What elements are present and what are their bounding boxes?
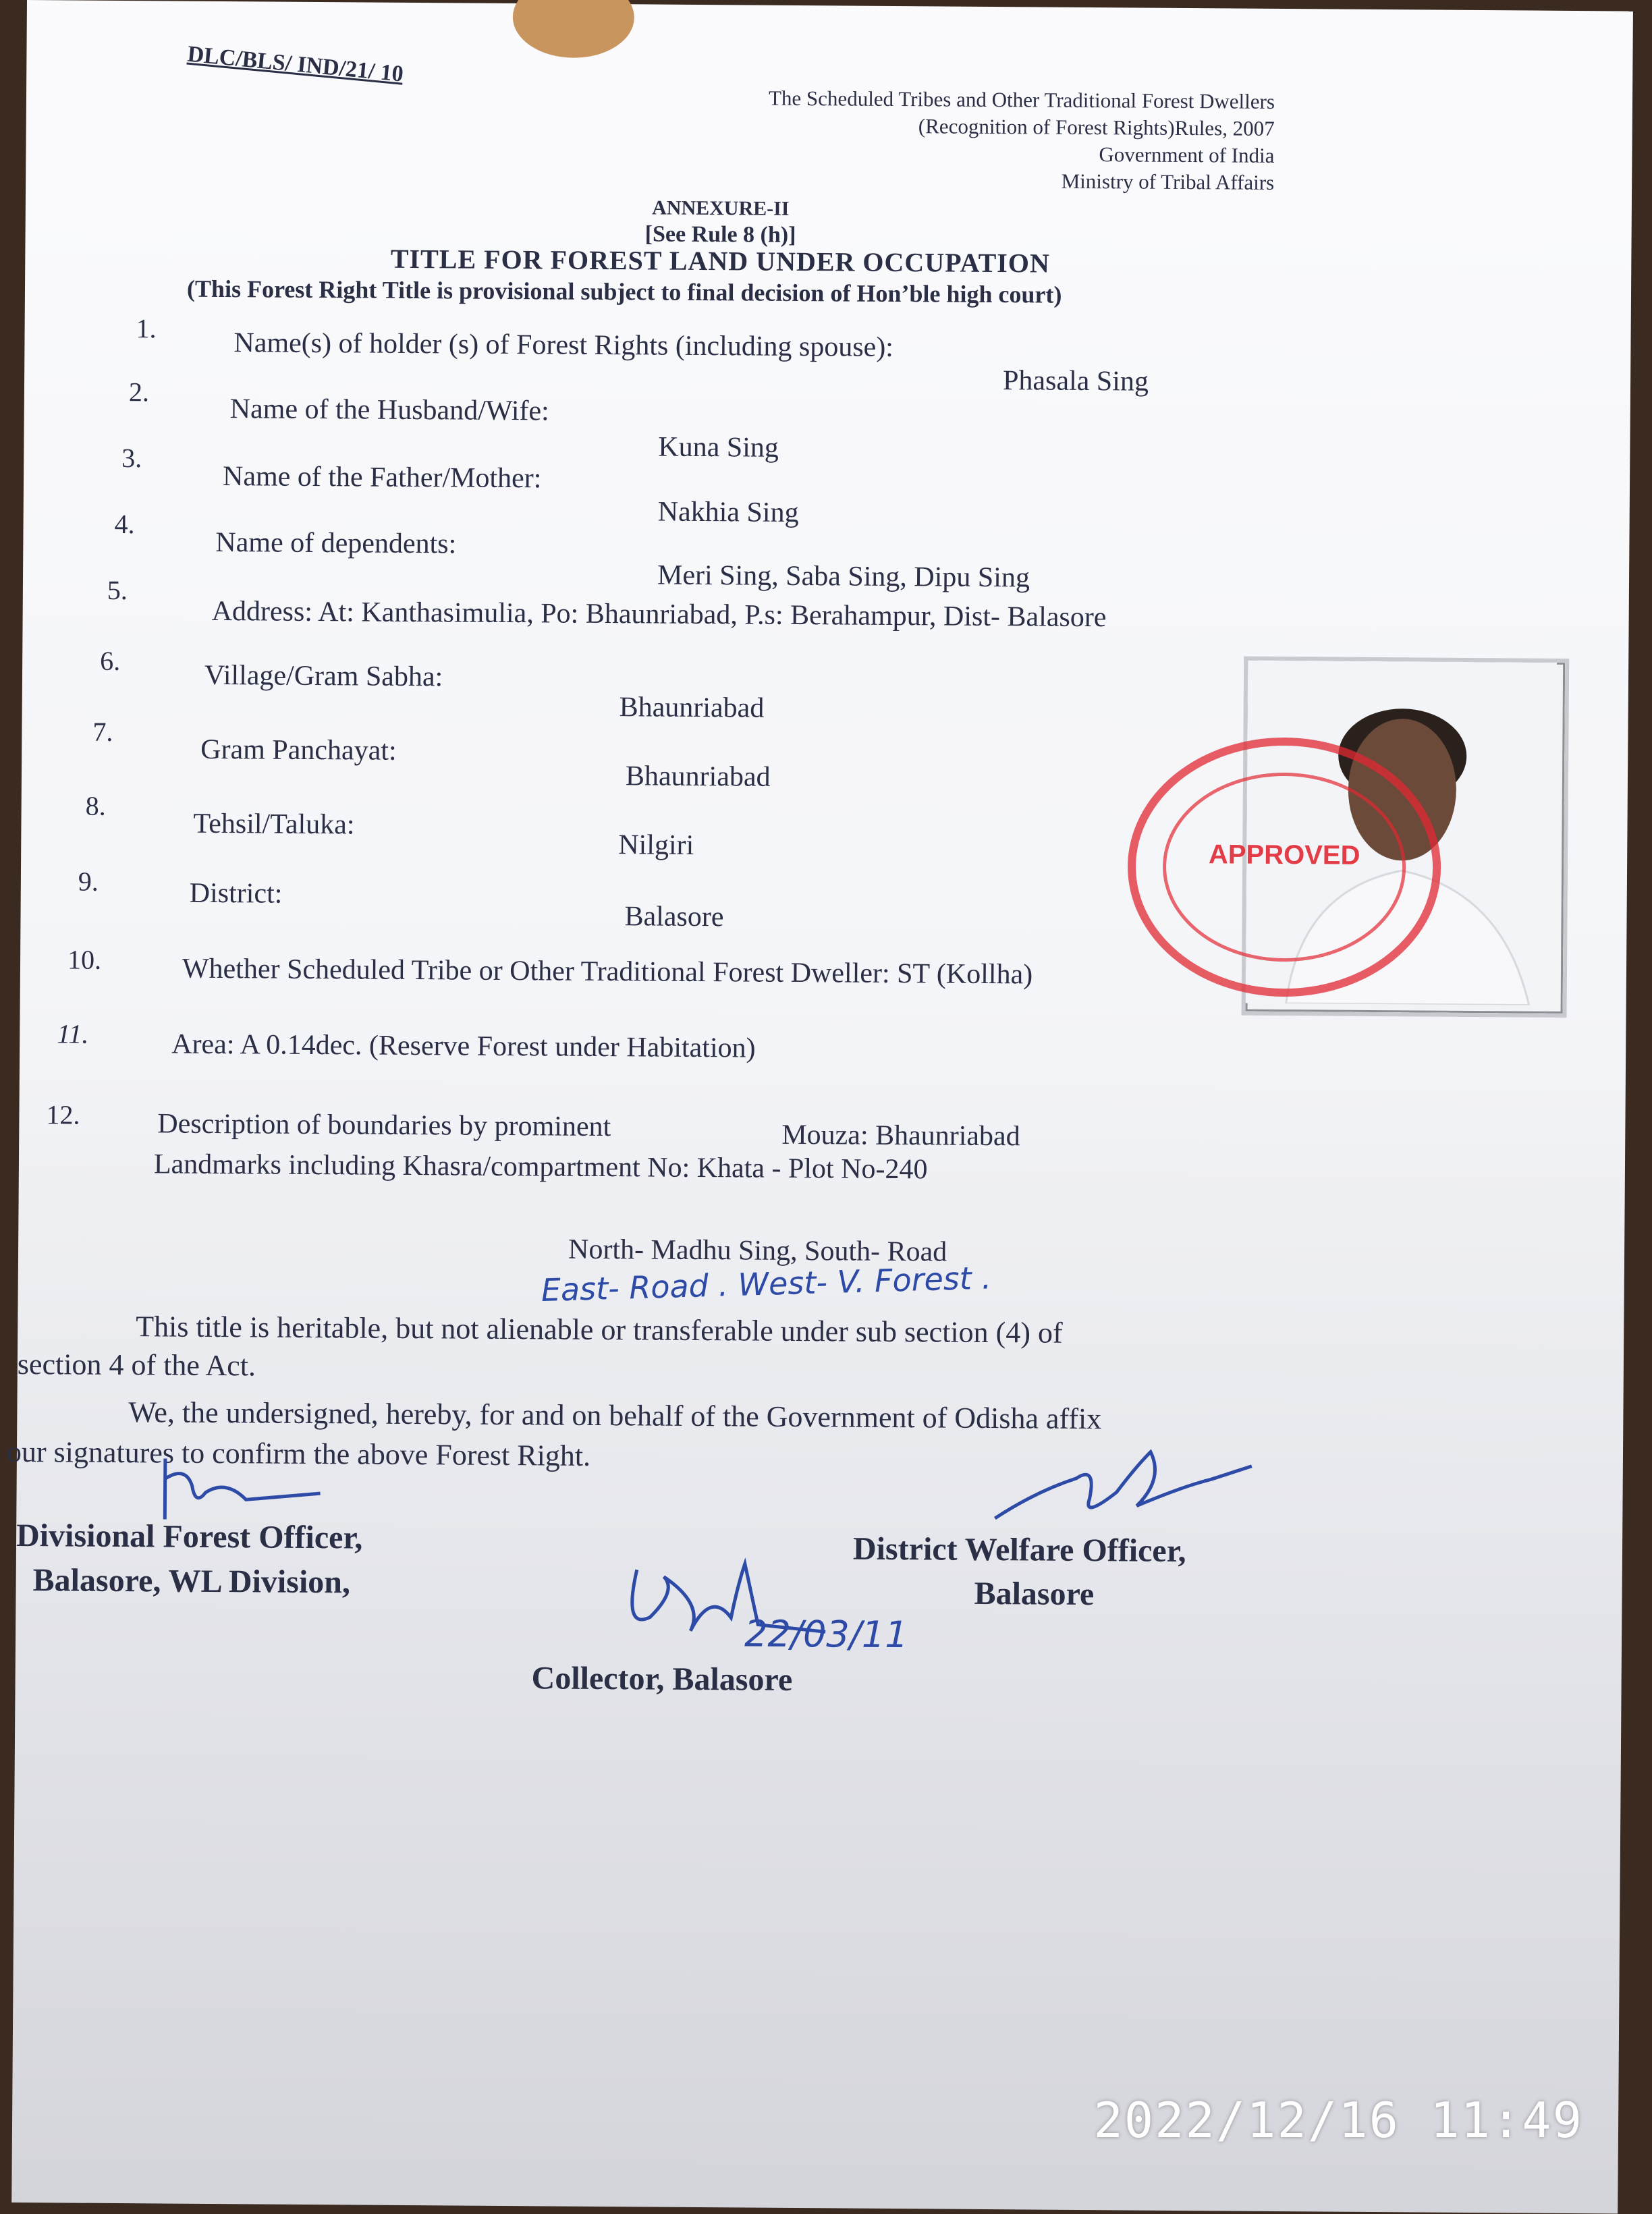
document-subtitle: (This Forest Right Title is provisional subject to final decision of Hon’ble high court) [186,275,1062,308]
boundaries-printed: North- Madhu Sing, South- Road [568,1234,947,1268]
item-value-tehsil: Nilgiri [618,829,694,861]
item-label-area: Area: A 0.14dec. (Reserve Forest under Habitation) [171,1028,756,1064]
header-line-2: (Recognition of Forest Rights)Rules, 2007 [918,114,1275,140]
item-label-tribe: Whether Scheduled Tribe or Other Traditional Forest Dweller: ST (Kollha) [182,953,1033,991]
item-value-village: Bhaunriabad [619,692,765,724]
item-number: 9. [78,866,99,897]
item-number: 6. [100,645,121,676]
camera-timestamp: 2022/12/16 11:49 [1093,2092,1583,2149]
item-number: 4. [114,508,135,540]
item-label-holder: Name(s) of holder (s) of Forest Rights (including spouse): [233,327,894,363]
item-label-village: Village/Gram Sabha: [204,659,443,693]
item-number: 3. [121,442,142,474]
item-number: 12. [46,1099,80,1130]
paragraph-undersigned-line-1: We, the undersigned, hereby, for and on behalf of the Government of Odisha affix [128,1395,1102,1436]
item-number: 11. [57,1018,89,1049]
item-number: 2. [128,377,150,408]
document-sheet [6,0,1633,2214]
item-number: 5. [107,574,128,606]
item-label-landmarks: Landmarks including Khasra/compartment No: Khata - Plot No-240 [153,1148,928,1186]
item-value-panchayat: Bhaunriabad [625,760,771,793]
item-label-spouse: Name of the Husband/Wife: [229,393,549,427]
paragraph-undersigned-line-2: our signatures to confirm the above Forest Right. [6,1435,591,1472]
item-label-district: District: [189,877,283,910]
item-label-panchayat: Gram Panchayat: [200,734,397,767]
header-line-1: The Scheduled Tribes and Other Traditional Forest Dwellers [768,86,1275,113]
thumb [512,0,634,58]
item-value-mouza: Mouza: Bhaunriabad [781,1119,1020,1153]
item-value-dependents: Meri Sing, Saba Sing, Dipu Sing [657,559,1030,594]
signatory-dwo-title: District Welfare Officer, [852,1530,1186,1570]
item-value-district: Balasore [624,901,724,933]
header-line-3: Government of India [1099,142,1275,167]
item-number: 1. [136,313,157,344]
signatory-dwo-office: Balasore [974,1575,1095,1613]
item-label-tehsil: Tehsil/Taluka: [193,808,355,841]
rule-label: [See Rule 8 (h)] [644,221,796,248]
signatory-dfo-office: Balasore, WL Division, [32,1562,351,1601]
paragraph-heritable-line-2: section 4 of the Act. [17,1347,256,1383]
handwritten-date: 22/03/11 [744,1612,908,1657]
item-value-spouse: Kuna Sing [658,431,779,464]
item-value-parent: Nakhia Sing [657,496,799,529]
signatory-collector: Collector, Balasore [531,1660,793,1698]
item-label-parent: Name of the Father/Mother: [222,461,542,495]
item-value-holder: Phasala Sing [1002,365,1149,397]
item-label-boundaries: Description of boundaries by prominent [157,1108,611,1143]
signatory-dfo-title: Divisional Forest Officer, [16,1517,363,1556]
stamp-label: APPROVED [1208,839,1360,870]
item-number: 8. [85,790,106,821]
document-title: TITLE FOR FOREST LAND UNDER OCCUPATION [390,243,1050,279]
reference-number: DLC/BLS/ IND/21/ 10 [186,41,405,87]
item-label-dependents: Name of dependents: [215,526,457,560]
approval-stamp [1127,736,1442,997]
paragraph-heritable-line-1: This title is heritable, but not alienable or transferable under sub section (4) of [136,1310,1063,1350]
header-line-4: Ministry of Tribal Affairs [1061,169,1275,194]
signature-dwo [981,1437,1265,1534]
item-number: 7. [92,716,113,747]
annexure-label: ANNEXURE-II [652,196,790,220]
item-number: 10. [67,944,102,975]
boundaries-handwritten: East- Road . West- V. Forest . [541,1259,992,1308]
item-label-address: Address: At: Kanthasimulia, Po: Bhaunriabad, P.s: Berahampur, Dist- Balasore [211,595,1107,634]
